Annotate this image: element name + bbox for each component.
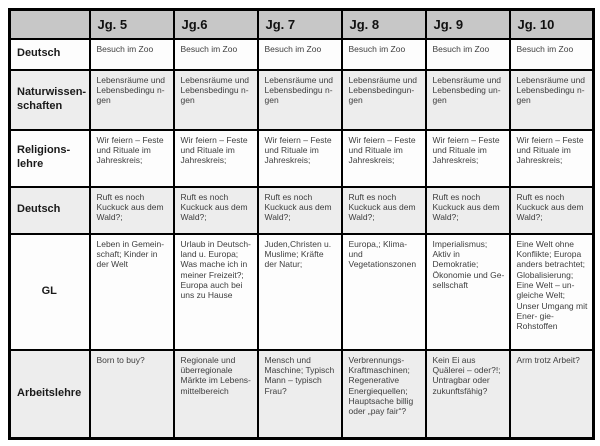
row-label-deutsch-2: Deutsch bbox=[10, 187, 90, 234]
cell-gl-jg7: Juden,Christen u. Muslime; Kräfte der Natur; bbox=[258, 234, 342, 350]
cell-nw-jg6: Lebensräume und Lebensbedingu n- gen bbox=[174, 70, 258, 130]
cell-nw-jg8: Lebensräume und Lebensbedingun- gen bbox=[342, 70, 426, 130]
column-header-jg9: Jg. 9 bbox=[426, 10, 510, 39]
cell-gl-jg9: Imperialismus; Aktiv in Demokratie; Ökonomie und Ge- sellschaft bbox=[426, 234, 510, 350]
column-header-jg7: Jg. 7 bbox=[258, 10, 342, 39]
cell-al-jg6: Regionale und überregionale Märkte im Lebens- mittelbereich bbox=[174, 350, 258, 439]
cell-deutsch2-jg10: Ruft es noch Kuckuck aus dem Wald?; bbox=[510, 187, 594, 234]
cell-deutsch2-jg7: Ruft es noch Kuckuck aus dem Wald?; bbox=[258, 187, 342, 234]
cell-gl-jg8: Europa,; Klima- und Vegetationszonen bbox=[342, 234, 426, 350]
cell-religion-jg9: Wir feiern – Feste und Rituale im Jahreskreis; bbox=[426, 130, 510, 187]
row-label-arbeitslehre: Arbeitslehre bbox=[10, 350, 90, 439]
cell-deutsch1-jg8: Besuch im Zoo bbox=[342, 39, 426, 70]
table-row-religionslehre bbox=[10, 130, 594, 187]
cell-deutsch1-jg10: Besuch im Zoo bbox=[510, 39, 594, 70]
cell-deutsch1-jg9: Besuch im Zoo bbox=[426, 39, 510, 70]
cell-al-jg10: Arm trotz Arbeit? bbox=[510, 350, 594, 439]
cell-gl-jg10: Eine Welt ohne Konflikte; Europa anders betrachtet; Globalisierung; Eine Welt – un- gleiche Welt; Unser Umgang mit Ener- gie- Rohstoffen bbox=[510, 234, 594, 350]
cell-al-jg8: Verbrennungs- Kraftmaschinen; Regenerative Energiequellen; Hauptsache billig oder „pay fair“? bbox=[342, 350, 426, 439]
cell-gl-jg5: Leben in Gemein- schaft; Kinder in der Welt bbox=[90, 234, 174, 350]
cell-religion-jg7: Wir feiern – Feste und Rituale im Jahreskreis; bbox=[258, 130, 342, 187]
cell-nw-jg5: Lebensräume und Lebensbedingu n- gen bbox=[90, 70, 174, 130]
row-label-gl: GL bbox=[10, 234, 90, 350]
corner-cell bbox=[10, 10, 90, 39]
table-row-deutsch-2 bbox=[10, 187, 594, 234]
row-label-deutsch-1: Deutsch bbox=[10, 39, 90, 70]
cell-nw-jg10: Lebensräume und Lebensbedingu n- gen bbox=[510, 70, 594, 130]
row-label-naturwissenschaften: Naturwissen- schaften bbox=[10, 70, 90, 130]
cell-religion-jg10: Wir feiern – Feste und Rituale im Jahreskreis; bbox=[510, 130, 594, 187]
cell-religion-jg8: Wir feiern – Feste und Rituale im Jahreskreis; bbox=[342, 130, 426, 187]
cell-gl-jg6: Urlaub in Deutsch- land u. Europa; Was mache ich in meiner Freizeit?; Europa auch bei uns zu Hause bbox=[174, 234, 258, 350]
column-header-jg5: Jg. 5 bbox=[90, 10, 174, 39]
cell-religion-jg6: Wir feiern – Feste und Rituale im Jahreskreis; bbox=[174, 130, 258, 187]
cell-deutsch2-jg5: Ruft es noch Kuckuck aus dem Wald?; bbox=[90, 187, 174, 234]
table-row-deutsch-1 bbox=[10, 39, 594, 70]
header-row bbox=[10, 10, 594, 39]
cell-nw-jg7: Lebensräume und Lebensbedingu n- gen bbox=[258, 70, 342, 130]
cell-nw-jg9: Lebensräume und Lebensbeding un- gen bbox=[426, 70, 510, 130]
cell-deutsch2-jg8: Ruft es noch Kuckuck aus dem Wald?; bbox=[342, 187, 426, 234]
column-header-jg10: Jg. 10 bbox=[510, 10, 594, 39]
column-header-jg6: Jg.6 bbox=[174, 10, 258, 39]
table-row-naturwissenschaften bbox=[10, 70, 594, 130]
cell-al-jg7: Mensch und Maschine; Typisch Mann – typisch Frau? bbox=[258, 350, 342, 439]
table-row-arbeitslehre bbox=[10, 350, 594, 439]
cell-deutsch2-jg6: Ruft es noch Kuckuck aus dem Wald?; bbox=[174, 187, 258, 234]
curriculum-table bbox=[8, 8, 595, 440]
cell-deutsch2-jg9: Ruft es noch Kuckuck aus dem Wald?; bbox=[426, 187, 510, 234]
row-label-religionslehre: Religions- lehre bbox=[10, 130, 90, 187]
cell-deutsch1-jg6: Besuch im Zoo bbox=[174, 39, 258, 70]
table-row-gl bbox=[10, 234, 594, 350]
cell-al-jg5: Born to buy? bbox=[90, 350, 174, 439]
cell-deutsch1-jg7: Besuch im Zoo bbox=[258, 39, 342, 70]
cell-al-jg9: Kein Ei aus Quälerei – oder?!; Untragbar oder zukunftsfähig? bbox=[426, 350, 510, 439]
column-header-jg8: Jg. 8 bbox=[342, 10, 426, 39]
cell-religion-jg5: Wir feiern – Feste und Rituale im Jahreskreis; bbox=[90, 130, 174, 187]
cell-deutsch1-jg5: Besuch im Zoo bbox=[90, 39, 174, 70]
